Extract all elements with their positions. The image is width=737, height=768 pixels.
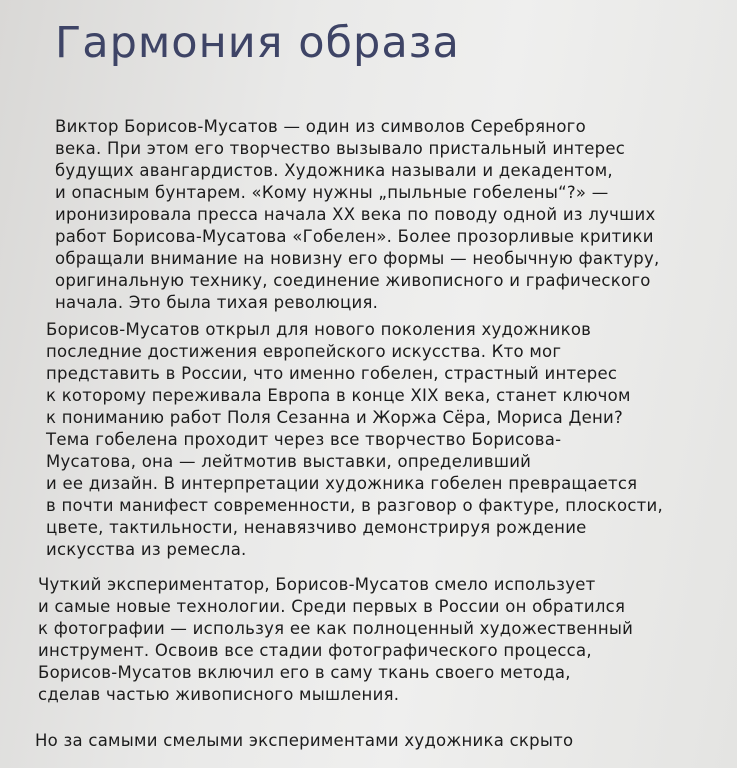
text-line: Борисов-Мусатов открыл для нового поколения художников [46, 320, 592, 339]
text-line: обращали внимание на новизну его формы — необычную фактуру, [55, 249, 660, 268]
text-line: начала. Это была тихая революция. [55, 293, 379, 312]
text-line: и самые новые технологии. Среди первых в России он обратился [38, 597, 626, 616]
paragraph-tapestry [46, 319, 663, 561]
paragraph-photography [38, 574, 633, 706]
text-line: работ Борисова-Мусатова «Гобелен». Более прозорливые критики [55, 227, 654, 246]
text-line: и ее дизайн. В интерпретации художника гобелен превращается [46, 474, 638, 493]
text-line: представить в России, что именно гобелен, страстный интерес [46, 364, 618, 383]
text-line: и опасным бунтарем. «Кому нужны „пыльные гобелены“?» — [55, 183, 609, 202]
text-line: Виктор Борисов-Мусатов — один из символов Серебряного [55, 117, 586, 136]
paragraph-closing [35, 730, 573, 752]
text-line: последние достижения европейского искусства. Кто мог [46, 342, 562, 361]
panel-title: Гармония образа [55, 18, 460, 68]
text-line: оригинальную технику, соединение живописного и графического [55, 271, 651, 290]
text-line: инструмент. Освоив все стадии фотографического процесса, [38, 641, 592, 660]
text-line: цвете, тактильности, ненавязчиво демонстрируя рождение [46, 518, 587, 537]
text-line: Чуткий экспериментатор, Борисов-Мусатов смело использует [38, 575, 596, 594]
text-line: в почти манифест современности, в разговор о фактуре, плоскости, [46, 496, 663, 515]
paragraph-intro [55, 116, 660, 314]
text-line: Но за самыми смелыми экспериментами художника скрыто [35, 731, 574, 750]
text-line: к фотографии — используя ее как полноценный художественный [38, 619, 634, 638]
text-line: к пониманию работ Поля Сезанна и Жоржа Сёра, Мориса Дени? [46, 408, 624, 427]
text-line: к которому переживала Европа в конце XIX века, станет ключом [46, 386, 631, 405]
text-line: века. При этом его творчество вызывало пристальный интерес [55, 139, 626, 158]
text-line: Мусатова, она — лейтмотив выставки, определивший [46, 452, 532, 471]
text-line: искусства из ремесла. [46, 540, 247, 559]
text-line: Борисов-Мусатов включил его в саму ткань своего метода, [38, 663, 571, 682]
text-line: будущих авангардистов. Художника называли и декадентом, [55, 161, 613, 180]
text-line: Тема гобелена проходит через все творчество Борисова- [46, 430, 562, 449]
text-line: иронизировала пресса начала XX века по поводу одной из лучших [55, 205, 656, 224]
text-line: сделав частью живописного мышления. [38, 685, 400, 704]
